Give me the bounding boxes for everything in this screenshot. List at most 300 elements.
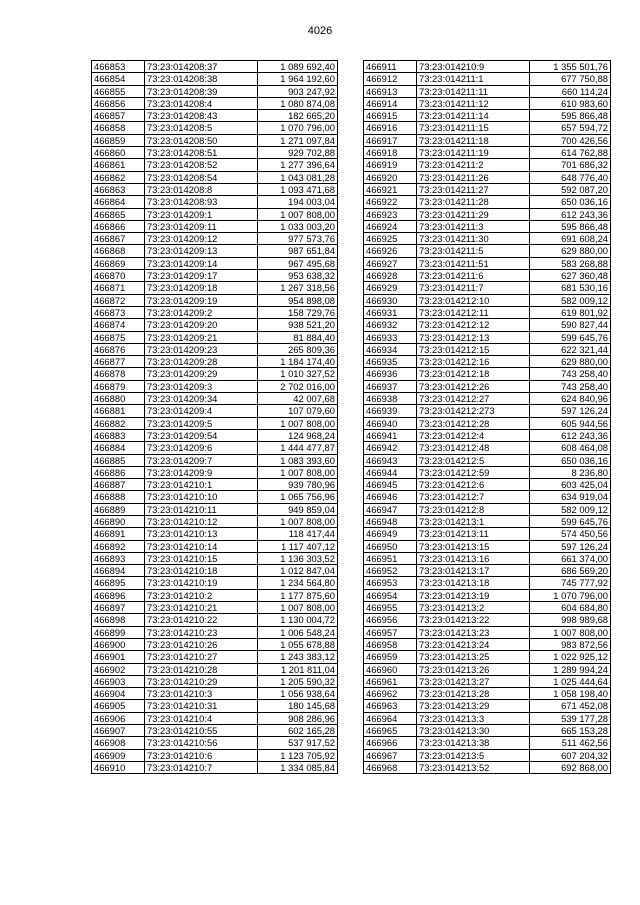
left-register-table [91, 60, 338, 774]
value-cell: 574 450,56 [530, 528, 611, 540]
table-row [364, 331, 611, 343]
table-row [364, 343, 611, 355]
cadastral-number-cell: 73:23:014210:11 [145, 503, 258, 515]
cadastral-number-cell: 73:23:014213:16 [417, 552, 530, 564]
value-cell: 608 464,08 [530, 442, 611, 454]
cadastral-number-cell: 73:23:014209:14 [145, 257, 258, 269]
row-number-cell: 466899 [92, 626, 145, 638]
cadastral-number-cell: 73:23:014208:38 [145, 73, 258, 85]
table-row [92, 429, 338, 441]
cadastral-number-cell: 73:23:014211:51 [417, 257, 530, 269]
table-row [92, 700, 338, 712]
cadastral-number-cell: 73:23:014208:5 [145, 122, 258, 134]
row-number-cell: 466871 [92, 282, 145, 294]
value-cell: 949 859,04 [258, 503, 338, 515]
value-cell: 1 080 874,08 [258, 97, 338, 109]
row-number-cell: 466855 [92, 85, 145, 97]
value-cell: 182 665,20 [258, 110, 338, 122]
table-row [92, 73, 338, 85]
row-number-cell: 466935 [364, 356, 417, 368]
value-cell: 582 009,12 [530, 503, 611, 515]
table-row [364, 491, 611, 503]
row-number-cell: 466906 [92, 712, 145, 724]
value-cell: 1 006 548,24 [258, 626, 338, 638]
row-number-cell: 466907 [92, 725, 145, 737]
cadastral-number-cell: 73:23:014208:8 [145, 183, 258, 195]
value-cell: 597 126,24 [530, 540, 611, 552]
row-number-cell: 466867 [92, 233, 145, 245]
cadastral-number-cell: 73:23:014209:29 [145, 368, 258, 380]
table-row [364, 319, 611, 331]
value-cell: 650 036,16 [530, 196, 611, 208]
cadastral-number-cell: 73:23:014212:13 [417, 331, 530, 343]
table-row [364, 515, 611, 527]
table-row [364, 540, 611, 552]
cadastral-number-cell: 73:23:014213:2 [417, 602, 530, 614]
value-cell: 2 702 016,00 [258, 380, 338, 392]
value-cell: 1 201 811,04 [258, 663, 338, 675]
row-number-cell: 466888 [92, 491, 145, 503]
table-row [92, 245, 338, 257]
row-number-cell: 466912 [364, 73, 417, 85]
cadastral-number-cell: 73:23:014212:28 [417, 417, 530, 429]
row-number-cell: 466953 [364, 577, 417, 589]
value-cell: 967 495,68 [258, 257, 338, 269]
cadastral-number-cell: 73:23:014213:3 [417, 712, 530, 724]
value-cell: 610 983,60 [530, 97, 611, 109]
value-cell: 1 205 590,32 [258, 675, 338, 687]
cadastral-number-cell: 73:23:014211:12 [417, 97, 530, 109]
cadastral-number-cell: 73:23:014208:4 [145, 97, 258, 109]
value-cell: 605 944,56 [530, 417, 611, 429]
row-number-cell: 466894 [92, 565, 145, 577]
value-cell: 629 880,00 [530, 356, 611, 368]
cadastral-number-cell: 73:23:014209:6 [145, 442, 258, 454]
row-number-cell: 466886 [92, 466, 145, 478]
row-number-cell: 466902 [92, 663, 145, 675]
table-row [92, 761, 338, 773]
row-number-cell: 466914 [364, 97, 417, 109]
cadastral-number-cell: 73:23:014212:26 [417, 380, 530, 392]
cadastral-number-cell: 73:23:014209:17 [145, 270, 258, 282]
cadastral-number-cell: 73:23:014210:56 [145, 737, 258, 749]
value-cell: 622 321,44 [530, 343, 611, 355]
value-cell: 1 089 692,40 [258, 61, 338, 73]
table-row [92, 602, 338, 614]
row-number-cell: 466870 [92, 270, 145, 282]
cadastral-number-cell: 73:23:014209:19 [145, 294, 258, 306]
row-number-cell: 466877 [92, 356, 145, 368]
cadastral-number-cell: 73:23:014209:7 [145, 454, 258, 466]
value-cell: 903 247,92 [258, 85, 338, 97]
cadastral-number-cell: 73:23:014209:2 [145, 306, 258, 318]
table-row [92, 540, 338, 552]
row-number-cell: 466857 [92, 110, 145, 122]
value-cell: 987 651,84 [258, 245, 338, 257]
table-row [364, 429, 611, 441]
table-row [92, 528, 338, 540]
cadastral-number-cell: 73:23:014213:30 [417, 725, 530, 737]
cadastral-number-cell: 73:23:014209:20 [145, 319, 258, 331]
table-row [364, 134, 611, 146]
row-number-cell: 466938 [364, 393, 417, 405]
table-row [364, 614, 611, 626]
value-cell: 537 917,52 [258, 737, 338, 749]
cadastral-number-cell: 73:23:014212:11 [417, 306, 530, 318]
value-cell: 677 750,88 [530, 73, 611, 85]
cadastral-number-cell: 73:23:014209:1 [145, 208, 258, 220]
value-cell: 1 355 501,76 [530, 61, 611, 73]
cadastral-number-cell: 73:23:014209:21 [145, 331, 258, 343]
row-number-cell: 466854 [92, 73, 145, 85]
row-number-cell: 466926 [364, 245, 417, 257]
cadastral-number-cell: 73:23:014211:27 [417, 183, 530, 195]
value-cell: 1 007 808,00 [258, 417, 338, 429]
table-row [364, 700, 611, 712]
table-row [92, 393, 338, 405]
cadastral-number-cell: 73:23:014213:52 [417, 761, 530, 773]
value-cell: 700 426,56 [530, 134, 611, 146]
value-cell: 592 087,20 [530, 183, 611, 195]
cadastral-number-cell: 73:23:014208:43 [145, 110, 258, 122]
cadastral-number-cell: 73:23:014209:23 [145, 343, 258, 355]
value-cell: 1 093 471,68 [258, 183, 338, 195]
cadastral-number-cell: 73:23:014211:30 [417, 233, 530, 245]
value-cell: 582 009,12 [530, 294, 611, 306]
cadastral-number-cell: 73:23:014210:19 [145, 577, 258, 589]
value-cell: 660 114,24 [530, 85, 611, 97]
value-cell: 671 452,08 [530, 700, 611, 712]
table-row [92, 417, 338, 429]
row-number-cell: 466922 [364, 196, 417, 208]
table-row [364, 147, 611, 159]
cadastral-number-cell: 73:23:014212:16 [417, 356, 530, 368]
table-row [92, 712, 338, 724]
cadastral-number-cell: 73:23:014208:39 [145, 85, 258, 97]
cadastral-number-cell: 73:23:014212:7 [417, 491, 530, 503]
table-row [92, 589, 338, 601]
cadastral-number-cell: 73:23:014211:7 [417, 282, 530, 294]
value-cell: 619 801,92 [530, 306, 611, 318]
cadastral-number-cell: 73:23:014208:51 [145, 147, 258, 159]
table-row [92, 183, 338, 195]
value-cell: 665 153,28 [530, 725, 611, 737]
table-row [92, 737, 338, 749]
value-cell: 692 868,00 [530, 761, 611, 773]
row-number-cell: 466919 [364, 159, 417, 171]
value-cell: 1 007 808,00 [530, 626, 611, 638]
cadastral-number-cell: 73:23:014211:18 [417, 134, 530, 146]
value-cell: 634 919,04 [530, 491, 611, 503]
value-cell: 624 840,96 [530, 393, 611, 405]
table-row [364, 663, 611, 675]
value-cell: 511 462,56 [530, 737, 611, 749]
row-number-cell: 466929 [364, 282, 417, 294]
row-number-cell: 466940 [364, 417, 417, 429]
cadastral-number-cell: 73:23:014213:29 [417, 700, 530, 712]
cadastral-number-cell: 73:23:014208:93 [145, 196, 258, 208]
row-number-cell: 466933 [364, 331, 417, 343]
cadastral-number-cell: 73:23:014213:15 [417, 540, 530, 552]
table-row [364, 85, 611, 97]
cadastral-number-cell: 73:23:014210:14 [145, 540, 258, 552]
row-number-cell: 466875 [92, 331, 145, 343]
table-row [364, 159, 611, 171]
cadastral-number-cell: 73:23:014212:273 [417, 405, 530, 417]
cadastral-number-cell: 73:23:014210:31 [145, 700, 258, 712]
cadastral-number-cell: 73:23:014210:21 [145, 602, 258, 614]
cadastral-number-cell: 73:23:014213:28 [417, 688, 530, 700]
row-number-cell: 466874 [92, 319, 145, 331]
cadastral-number-cell: 73:23:014210:9 [417, 61, 530, 73]
table-row [92, 171, 338, 183]
cadastral-number-cell: 73:23:014213:1 [417, 515, 530, 527]
value-cell: 1 012 847,04 [258, 565, 338, 577]
value-cell: 938 521,20 [258, 319, 338, 331]
row-number-cell: 466895 [92, 577, 145, 589]
value-cell: 1 083 393,60 [258, 454, 338, 466]
cadastral-number-cell: 73:23:014212:8 [417, 503, 530, 515]
cadastral-number-cell: 73:23:014210:15 [145, 552, 258, 564]
row-number-cell: 466910 [92, 761, 145, 773]
cadastral-number-cell: 73:23:014209:4 [145, 405, 258, 417]
row-number-cell: 466892 [92, 540, 145, 552]
value-cell: 743 258,40 [530, 368, 611, 380]
row-number-cell: 466932 [364, 319, 417, 331]
value-cell: 1 055 678,88 [258, 638, 338, 650]
row-number-cell: 466936 [364, 368, 417, 380]
row-number-cell: 466876 [92, 343, 145, 355]
cadastral-number-cell: 73:23:014209:12 [145, 233, 258, 245]
table-row [364, 688, 611, 700]
table-row [364, 589, 611, 601]
row-number-cell: 466859 [92, 134, 145, 146]
value-cell: 954 898,08 [258, 294, 338, 306]
value-cell: 614 762,88 [530, 147, 611, 159]
table-row [92, 356, 338, 368]
cadastral-number-cell: 73:23:014210:26 [145, 638, 258, 650]
row-number-cell: 466951 [364, 552, 417, 564]
table-row [364, 417, 611, 429]
value-cell: 1 123 705,92 [258, 749, 338, 761]
table-row [92, 294, 338, 306]
value-cell: 681 530,16 [530, 282, 611, 294]
cadastral-number-cell: 73:23:014212:18 [417, 368, 530, 380]
row-number-cell: 466916 [364, 122, 417, 134]
cadastral-number-cell: 73:23:014212:15 [417, 343, 530, 355]
table-row [92, 626, 338, 638]
row-number-cell: 466885 [92, 454, 145, 466]
row-number-cell: 466959 [364, 651, 417, 663]
value-cell: 977 573,76 [258, 233, 338, 245]
cadastral-number-cell: 73:23:014213:17 [417, 565, 530, 577]
table-row [92, 110, 338, 122]
value-cell: 42 007,68 [258, 393, 338, 405]
value-cell: 1 234 564,80 [258, 577, 338, 589]
value-cell: 612 243,36 [530, 208, 611, 220]
row-number-cell: 466939 [364, 405, 417, 417]
cadastral-number-cell: 73:23:014210:29 [145, 675, 258, 687]
row-number-cell: 466913 [364, 85, 417, 97]
row-number-cell: 466960 [364, 663, 417, 675]
row-number-cell: 466866 [92, 220, 145, 232]
value-cell: 1 267 318,56 [258, 282, 338, 294]
cadastral-number-cell: 73:23:014211:19 [417, 147, 530, 159]
cadastral-number-cell: 73:23:014209:34 [145, 393, 258, 405]
cadastral-number-cell: 73:23:014211:3 [417, 220, 530, 232]
table-row [364, 110, 611, 122]
cadastral-number-cell: 73:23:014212:4 [417, 429, 530, 441]
row-number-cell: 466934 [364, 343, 417, 355]
value-cell: 1 058 198,40 [530, 688, 611, 700]
row-number-cell: 466868 [92, 245, 145, 257]
row-number-cell: 466958 [364, 638, 417, 650]
cadastral-number-cell: 73:23:014210:10 [145, 491, 258, 503]
cadastral-number-cell: 73:23:014210:23 [145, 626, 258, 638]
cadastral-number-cell: 73:23:014210:28 [145, 663, 258, 675]
cadastral-number-cell: 73:23:014210:12 [145, 515, 258, 527]
row-number-cell: 466890 [92, 515, 145, 527]
value-cell: 743 258,40 [530, 380, 611, 392]
value-cell: 701 686,32 [530, 159, 611, 171]
table-row [364, 602, 611, 614]
table-row [364, 675, 611, 687]
cadastral-number-cell: 73:23:014209:11 [145, 220, 258, 232]
value-cell: 929 702,88 [258, 147, 338, 159]
table-row [364, 405, 611, 417]
row-number-cell: 466966 [364, 737, 417, 749]
cadastral-number-cell: 73:23:014209:18 [145, 282, 258, 294]
value-cell: 627 360,48 [530, 270, 611, 282]
row-number-cell: 466967 [364, 749, 417, 761]
table-row [92, 368, 338, 380]
row-number-cell: 466948 [364, 515, 417, 527]
value-cell: 265 809,36 [258, 343, 338, 355]
cadastral-number-cell: 73:23:014210:3 [145, 688, 258, 700]
cadastral-number-cell: 73:23:014210:2 [145, 589, 258, 601]
row-number-cell: 466918 [364, 147, 417, 159]
cadastral-number-cell: 73:23:014212:5 [417, 454, 530, 466]
value-cell: 603 425,04 [530, 479, 611, 491]
table-row [364, 479, 611, 491]
value-cell: 1 136 303,52 [258, 552, 338, 564]
value-cell: 998 989,68 [530, 614, 611, 626]
value-cell: 81 884,40 [258, 331, 338, 343]
cadastral-number-cell: 73:23:014213:18 [417, 577, 530, 589]
table-row [92, 663, 338, 675]
value-cell: 604 684,80 [530, 602, 611, 614]
value-cell: 1 271 097,84 [258, 134, 338, 146]
value-cell: 691 608,24 [530, 233, 611, 245]
row-number-cell: 466965 [364, 725, 417, 737]
row-number-cell: 466964 [364, 712, 417, 724]
table-row [92, 442, 338, 454]
right-register-body [364, 61, 611, 774]
row-number-cell: 466858 [92, 122, 145, 134]
value-cell: 595 866,48 [530, 110, 611, 122]
table-row [364, 73, 611, 85]
cadastral-number-cell: 73:23:014213:22 [417, 614, 530, 626]
table-row [92, 343, 338, 355]
cadastral-number-cell: 73:23:014211:14 [417, 110, 530, 122]
row-number-cell: 466963 [364, 700, 417, 712]
table-row [364, 294, 611, 306]
table-row [92, 466, 338, 478]
cadastral-number-cell: 73:23:014210:13 [145, 528, 258, 540]
value-cell: 1 065 756,96 [258, 491, 338, 503]
value-cell: 1 043 081,28 [258, 171, 338, 183]
table-row [92, 405, 338, 417]
table-row [364, 233, 611, 245]
cadastral-number-cell: 73:23:014210:1 [145, 479, 258, 491]
table-row [364, 368, 611, 380]
row-number-cell: 466943 [364, 454, 417, 466]
value-cell: 661 374,00 [530, 552, 611, 564]
table-row [364, 393, 611, 405]
value-cell: 599 645,76 [530, 515, 611, 527]
row-number-cell: 466945 [364, 479, 417, 491]
table-row [364, 712, 611, 724]
cadastral-number-cell: 73:23:014211:2 [417, 159, 530, 171]
table-row [92, 479, 338, 491]
table-row [92, 134, 338, 146]
row-number-cell: 466928 [364, 270, 417, 282]
value-cell: 1 033 003,20 [258, 220, 338, 232]
cadastral-number-cell: 73:23:014212:59 [417, 466, 530, 478]
row-number-cell: 466901 [92, 651, 145, 663]
value-cell: 597 126,24 [530, 405, 611, 417]
table-row [92, 159, 338, 171]
cadastral-number-cell: 73:23:014213:23 [417, 626, 530, 638]
table-row [92, 675, 338, 687]
cadastral-number-cell: 73:23:014212:27 [417, 393, 530, 405]
row-number-cell: 466956 [364, 614, 417, 626]
cadastral-number-cell: 73:23:014209:9 [145, 466, 258, 478]
value-cell: 1 010 327,52 [258, 368, 338, 380]
table-row [92, 515, 338, 527]
row-number-cell: 466968 [364, 761, 417, 773]
row-number-cell: 466864 [92, 196, 145, 208]
value-cell: 590 827,44 [530, 319, 611, 331]
cadastral-number-cell: 73:23:014209:3 [145, 380, 258, 392]
cadastral-number-cell: 73:23:014211:5 [417, 245, 530, 257]
table-row [364, 270, 611, 282]
table-row [364, 306, 611, 318]
row-number-cell: 466924 [364, 220, 417, 232]
table-row [92, 220, 338, 232]
row-number-cell: 466861 [92, 159, 145, 171]
row-number-cell: 466893 [92, 552, 145, 564]
row-number-cell: 466911 [364, 61, 417, 73]
cadastral-number-cell: 73:23:014210:7 [145, 761, 258, 773]
table-row [364, 577, 611, 589]
table-row [364, 245, 611, 257]
cadastral-number-cell: 73:23:014211:28 [417, 196, 530, 208]
table-row [364, 565, 611, 577]
table-row [92, 380, 338, 392]
row-number-cell: 466873 [92, 306, 145, 318]
value-cell: 939 780,96 [258, 479, 338, 491]
table-row [92, 97, 338, 109]
row-number-cell: 466884 [92, 442, 145, 454]
cadastral-number-cell: 73:23:014210:55 [145, 725, 258, 737]
value-cell: 1 289 994,24 [530, 663, 611, 675]
table-row [92, 61, 338, 73]
value-cell: 607 204,32 [530, 749, 611, 761]
row-number-cell: 466942 [364, 442, 417, 454]
table-row [92, 614, 338, 626]
row-number-cell: 466937 [364, 380, 417, 392]
